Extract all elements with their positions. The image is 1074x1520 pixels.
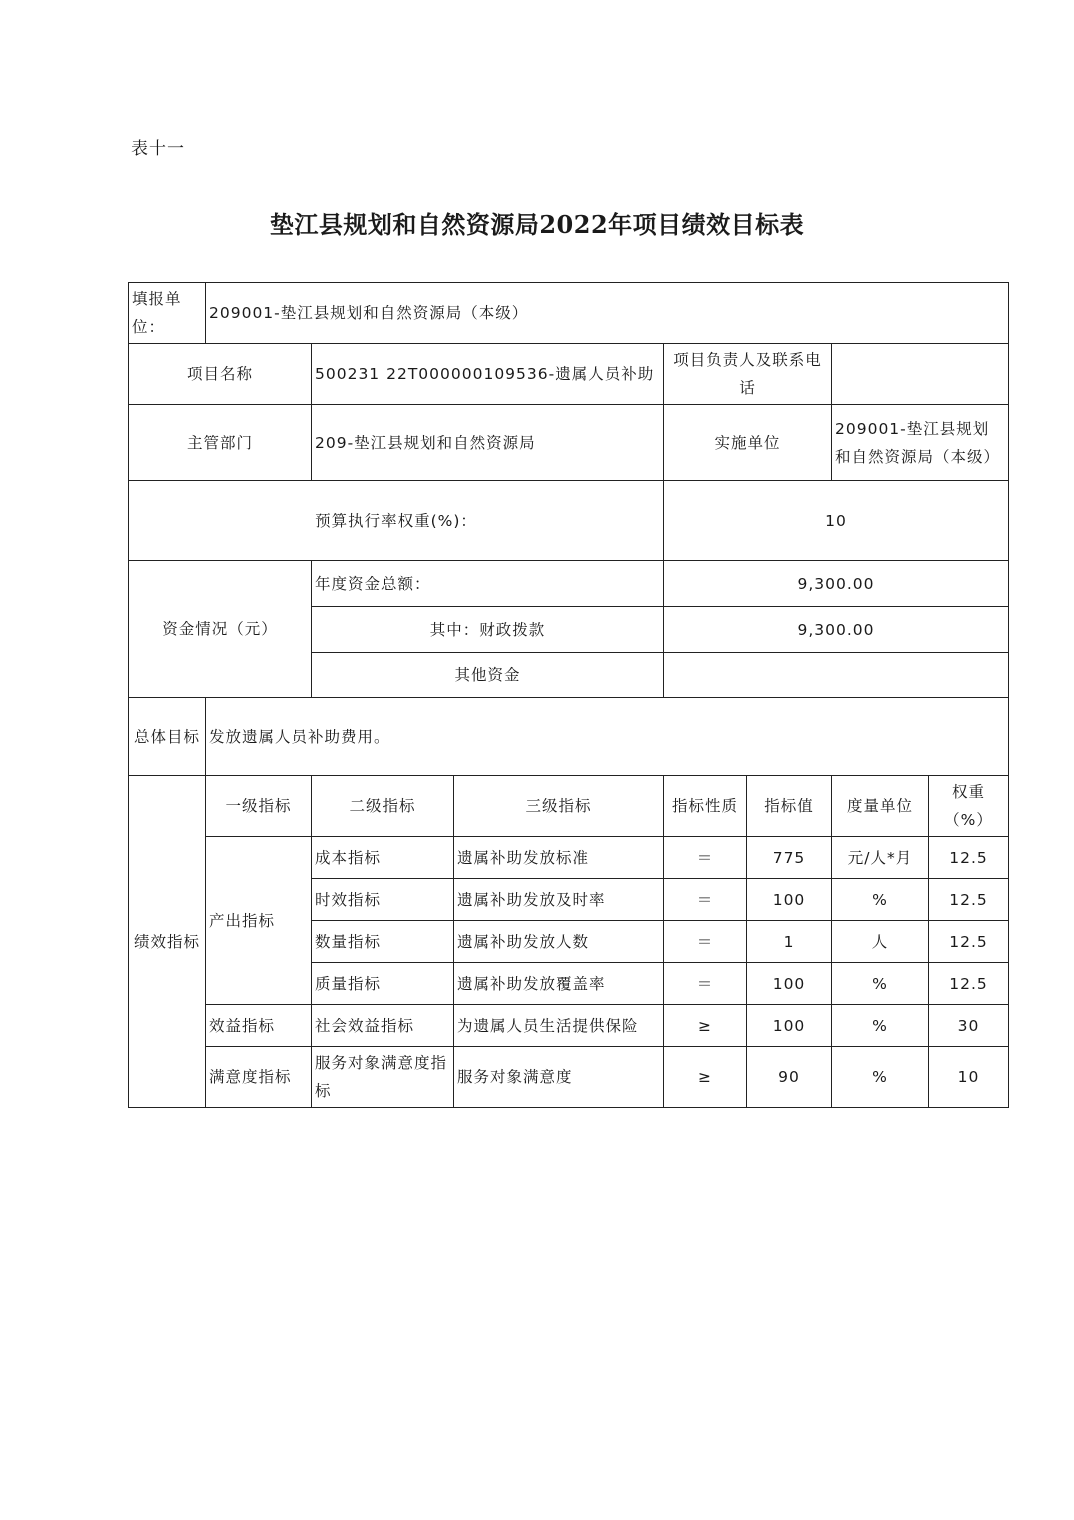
impl-unit-value: 209001-垫江县规划和自然资源局（本级） — [832, 405, 1009, 481]
perf-level3: 服务对象满意度 — [454, 1047, 664, 1108]
perf-weight: 12.5 — [929, 921, 1009, 963]
perf-header-level3: 三级指标 — [454, 776, 664, 837]
perf-level1-benefit: 效益指标 — [206, 1005, 312, 1047]
budget-rate-value: 10 — [664, 481, 1009, 561]
perf-value: 100 — [747, 879, 832, 921]
budget-rate-label: 预算执行率权重(%)： — [129, 481, 664, 561]
perf-level3: 遗属补助发放覆盖率 — [454, 963, 664, 1005]
perf-header-level2: 二级指标 — [312, 776, 454, 837]
perf-unit: % — [832, 879, 929, 921]
perf-level1-satisfaction: 满意度指标 — [206, 1047, 312, 1108]
project-owner-value — [832, 344, 1009, 405]
table-row — [129, 1005, 1009, 1047]
perf-nature: ≥ — [664, 1047, 747, 1108]
perf-indicators-label: 绩效指标 — [129, 776, 206, 1108]
perf-nature: ＝ — [664, 837, 747, 879]
table-row — [129, 1047, 1009, 1108]
perf-value: 775 — [747, 837, 832, 879]
overall-goal-value: 发放遗属人员补助费用。 — [206, 698, 1009, 776]
perf-header-value: 指标值 — [747, 776, 832, 837]
perf-weight: 12.5 — [929, 963, 1009, 1005]
project-name-value: 500231 22T000000109536-遗属人员补助 — [312, 344, 664, 405]
perf-level2: 服务对象满意度指标 — [312, 1047, 454, 1108]
document-title: 垫江县规划和自然资源局2022年项目绩效目标表 — [269, 210, 805, 239]
perf-level3: 遗属补助发放及时率 — [454, 879, 664, 921]
perf-level3: 为遗属人员生活提供保险 — [454, 1005, 664, 1047]
perf-nature: ≥ — [664, 1005, 747, 1047]
perf-header-level1: 一级指标 — [206, 776, 312, 837]
overall-goal-label: 总体目标 — [129, 698, 206, 776]
dept-value: 209-垫江县规划和自然资源局 — [312, 405, 664, 481]
perf-nature: ＝ — [664, 963, 747, 1005]
perf-weight: 10 — [929, 1047, 1009, 1108]
funds-total-value: 9,300.00 — [664, 561, 1009, 607]
perf-nature: ＝ — [664, 879, 747, 921]
perf-unit: 元/人*月 — [832, 837, 929, 879]
unit-value: 209001-垫江县规划和自然资源局（本级） — [206, 283, 1009, 344]
perf-header-unit: 度量单位 — [832, 776, 929, 837]
perf-unit: % — [832, 1047, 929, 1108]
perf-weight: 12.5 — [929, 837, 1009, 879]
funds-other-value — [664, 653, 1009, 698]
perf-unit: % — [832, 963, 929, 1005]
perf-unit: % — [832, 1005, 929, 1047]
table-row — [129, 837, 1009, 879]
perf-level2: 数量指标 — [312, 921, 454, 963]
perf-level2: 时效指标 — [312, 879, 454, 921]
unit-label: 填报单位： — [129, 283, 206, 344]
perf-header-nature: 指标性质 — [664, 776, 747, 837]
perf-level3: 遗属补助发放标准 — [454, 837, 664, 879]
perf-weight: 30 — [929, 1005, 1009, 1047]
project-name-label: 项目名称 — [129, 344, 312, 405]
perf-level3: 遗属补助发放人数 — [454, 921, 664, 963]
dept-label: 主管部门 — [129, 405, 312, 481]
perf-weight: 12.5 — [929, 879, 1009, 921]
perf-unit: 人 — [832, 921, 929, 963]
perf-level1-output: 产出指标 — [206, 837, 312, 1005]
table-label: 表十一 — [131, 139, 185, 159]
performance-form-table — [128, 282, 1009, 1108]
funds-other-label: 其他资金 — [312, 653, 664, 698]
perf-nature: ＝ — [664, 921, 747, 963]
funds-fiscal-label: 其中：财政拨款 — [312, 607, 664, 653]
perf-level2: 质量指标 — [312, 963, 454, 1005]
funds-total-label: 年度资金总额： — [312, 561, 664, 607]
impl-unit-label: 实施单位 — [664, 405, 832, 481]
perf-level2: 成本指标 — [312, 837, 454, 879]
perf-value: 100 — [747, 963, 832, 1005]
perf-level2: 社会效益指标 — [312, 1005, 454, 1047]
perf-header-weight: 权重（%） — [929, 776, 1009, 837]
funds-label: 资金情况（元） — [129, 561, 312, 698]
perf-value: 100 — [747, 1005, 832, 1047]
perf-value: 1 — [747, 921, 832, 963]
funds-fiscal-value: 9,300.00 — [664, 607, 1009, 653]
perf-value: 90 — [747, 1047, 832, 1108]
project-owner-label: 项目负责人及联系电话 — [664, 344, 832, 405]
